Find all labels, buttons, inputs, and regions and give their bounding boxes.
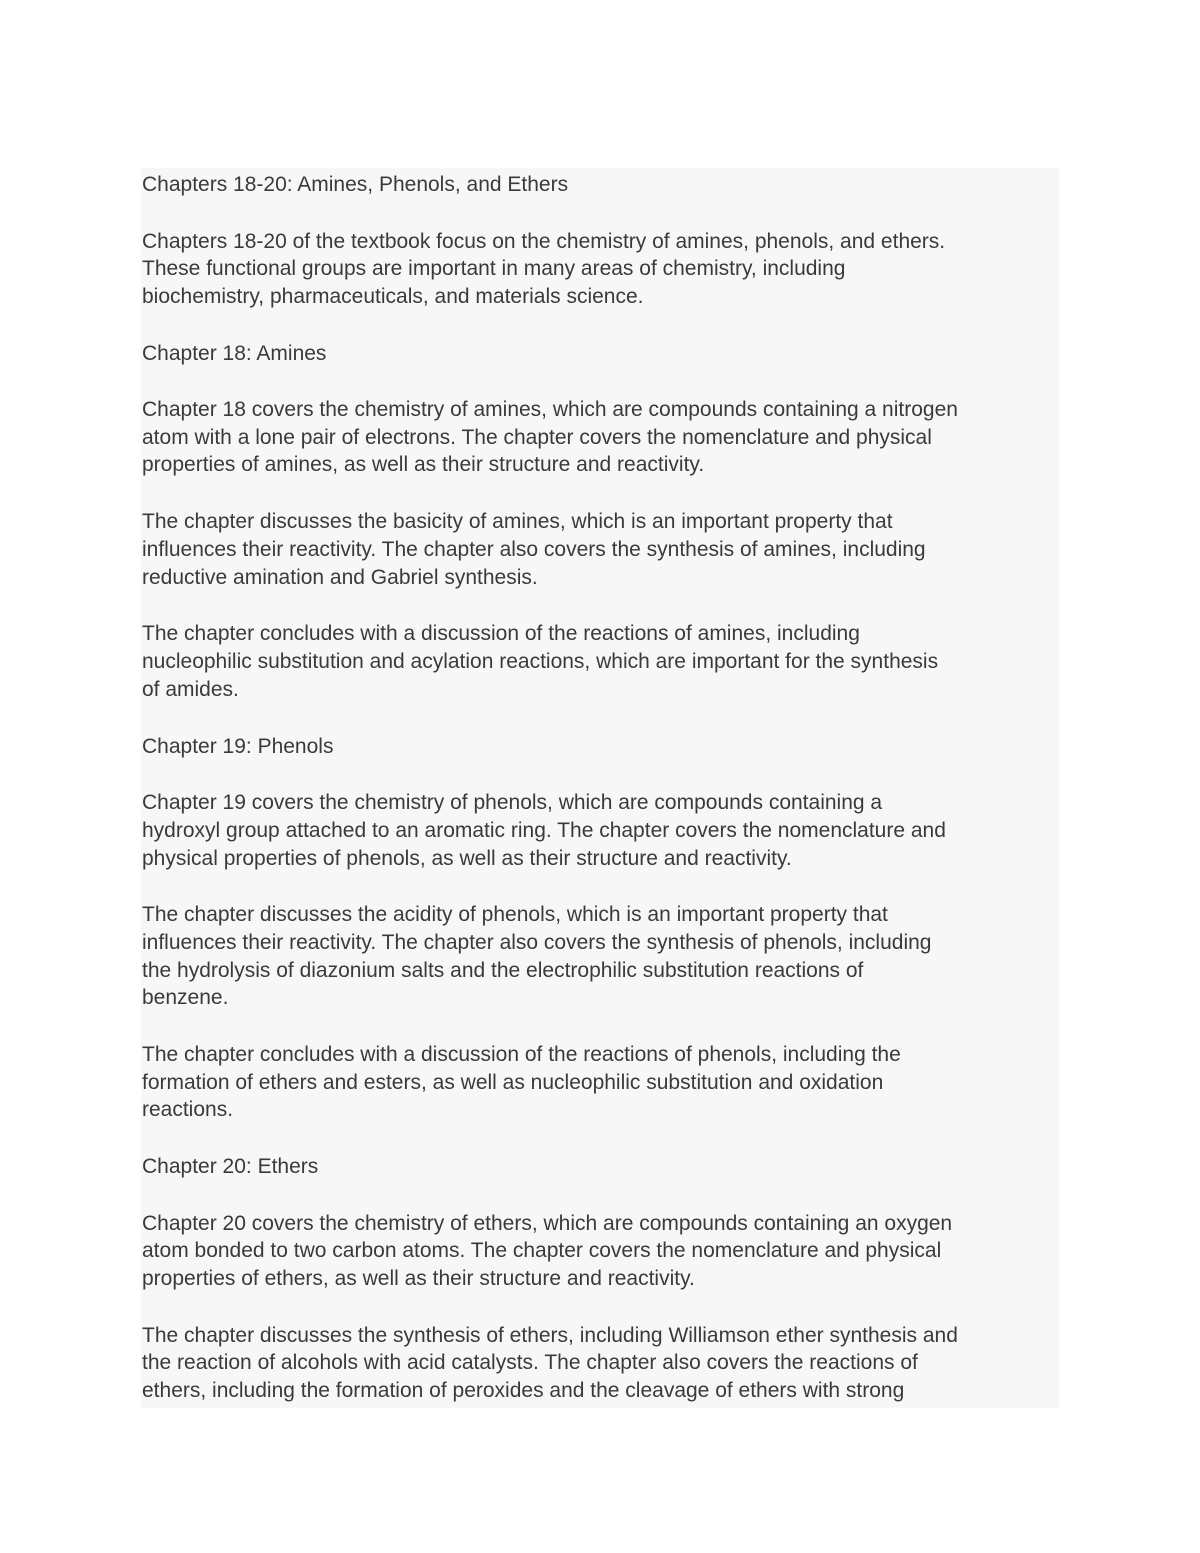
paragraph-line: influences their reactivity. The chapter also covers the synthesis of phenols, including [142, 931, 932, 954]
paragraph-line: Chapter 20 covers the chemistry of ethers, which are compounds containing an oxygen [142, 1212, 953, 1235]
paragraph-line: benzene. [142, 986, 229, 1009]
paragraph-line: the reaction of alcohols with acid catalysts. The chapter also covers the reactions of [142, 1351, 918, 1374]
paragraph-line: The chapter discusses the acidity of phenols, which is an important property that [142, 903, 888, 926]
paragraph-line: properties of ethers, as well as their structure and reactivity. [142, 1267, 695, 1290]
doc-title: Chapters 18-20: Amines, Phenols, and Ethers [142, 173, 569, 196]
paragraph-line: reactions. [142, 1098, 234, 1121]
paragraph-line: formation of ethers and esters, as well as nucleophilic substitution and oxidation [142, 1071, 884, 1094]
paragraph-line: The chapter concludes with a discussion of the reactions of amines, including [142, 622, 860, 645]
paragraph-line: properties of amines, as well as their structure and reactivity. [142, 453, 705, 476]
section-heading: Chapter 18: Amines [142, 342, 327, 365]
paragraph-line: reductive amination and Gabriel synthesis. [142, 566, 538, 589]
paragraph-line: the hydrolysis of diazonium salts and the electrophilic substitution reactions of [142, 959, 864, 982]
paragraph-line: The chapter concludes with a discussion of the reactions of phenols, including the [142, 1043, 901, 1066]
section-heading: Chapter 20: Ethers [142, 1155, 319, 1178]
paragraph-line: The chapter discusses the basicity of amines, which is an important property that [142, 510, 893, 533]
paragraph-line: atom with a lone pair of electrons. The chapter covers the nomenclature and physical [142, 426, 932, 449]
paragraph-line: nucleophilic substitution and acylation reactions, which are important for the synthesis [142, 650, 939, 673]
paragraph-line: These functional groups are important in many areas of chemistry, including [142, 257, 846, 280]
paragraph-line: ethers, including the formation of peroxides and the cleavage of ethers with strong [142, 1379, 905, 1402]
section-heading: Chapter 19: Phenols [142, 735, 334, 758]
paragraph-line: hydroxyl group attached to an aromatic ring. The chapter covers the nomenclature and [142, 819, 946, 842]
paragraph-line: of amides. [142, 678, 239, 701]
paragraph-line: Chapter 19 covers the chemistry of phenols, which are compounds containing a [142, 791, 883, 814]
paragraph-line: Chapters 18-20 of the textbook focus on the chemistry of amines, phenols, and ethers. [142, 230, 946, 253]
paragraph-line: biochemistry, pharmaceuticals, and materials science. [142, 285, 644, 308]
text-block [141, 168, 1059, 1408]
paragraph-line: Chapter 18 covers the chemistry of amines, which are compounds containing a nitrogen [142, 398, 958, 421]
paragraph-line: physical properties of phenols, as well as their structure and reactivity. [142, 847, 792, 870]
paragraph-line: influences their reactivity. The chapter also covers the synthesis of amines, including [142, 538, 926, 561]
paragraph-line: atom bonded to two carbon atoms. The chapter covers the nomenclature and physical [142, 1239, 942, 1262]
paragraph-line: The chapter discusses the synthesis of ethers, including Williamson ether synthesis and [142, 1324, 958, 1347]
